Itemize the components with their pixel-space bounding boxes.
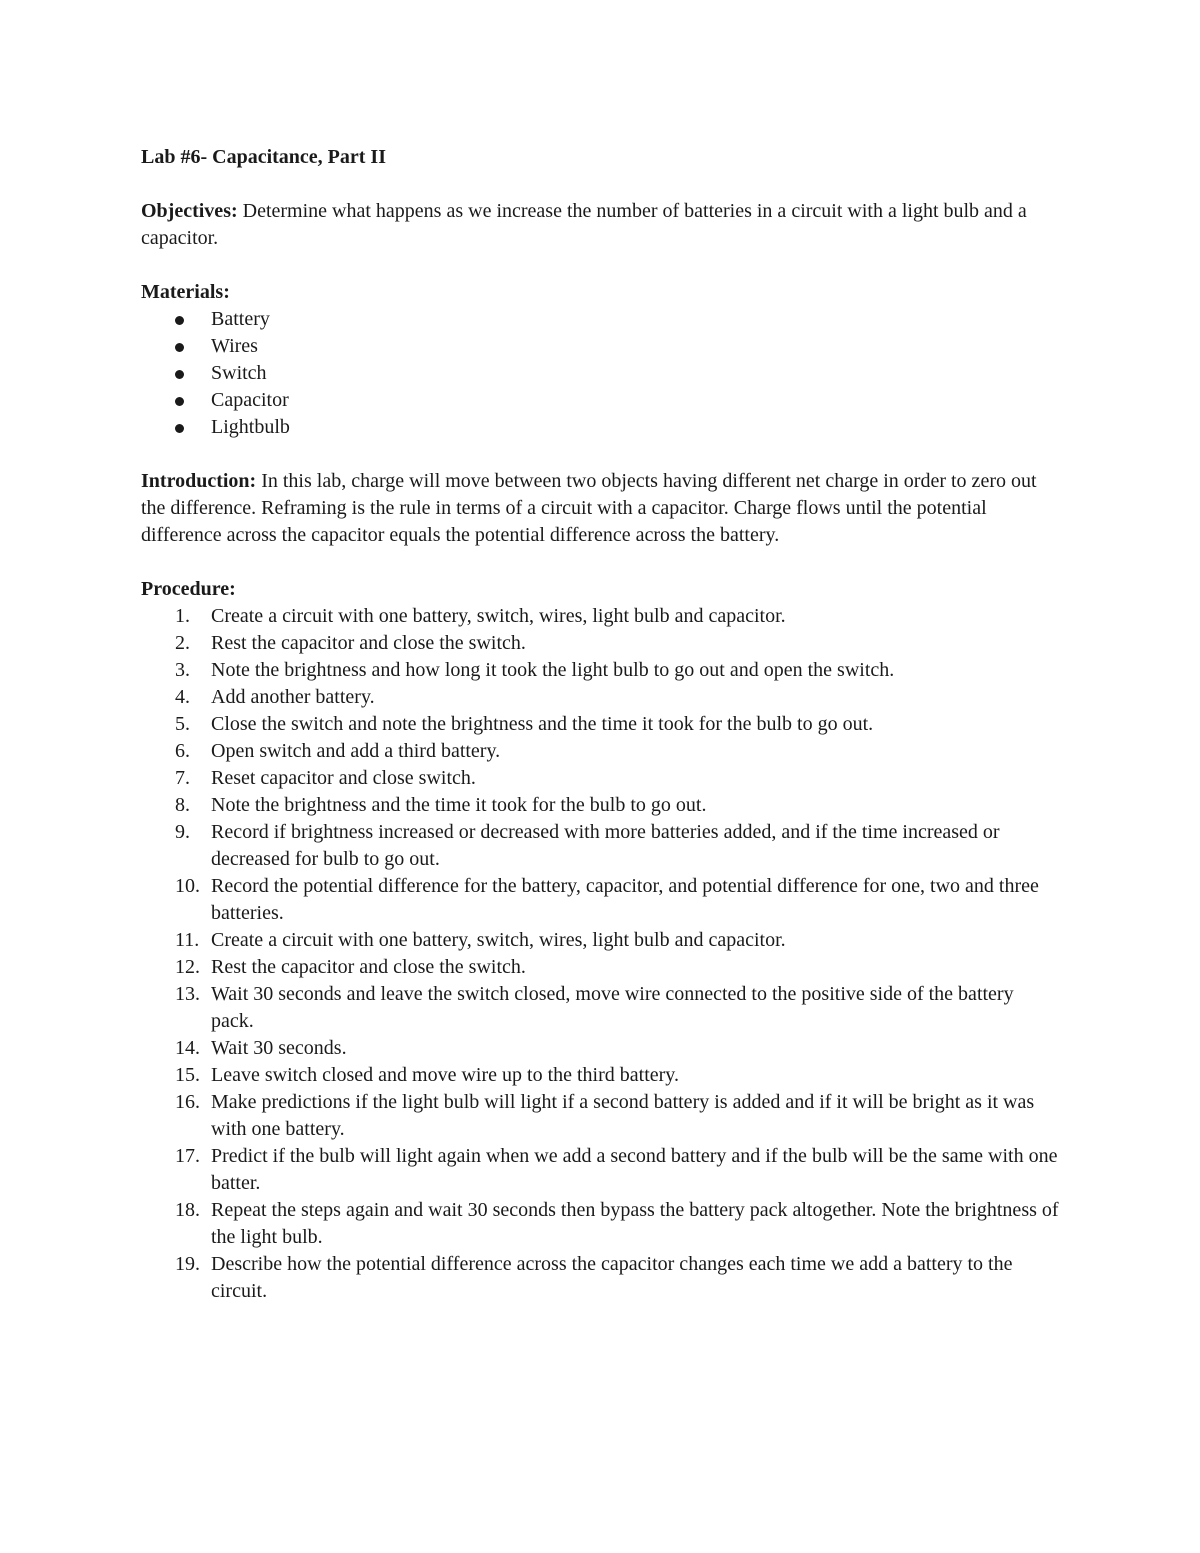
objectives-section bbox=[141, 198, 1061, 252]
step-text: Wait 30 seconds. bbox=[211, 1037, 347, 1059]
step-text: Create a circuit with one battery, switch, wires, light bulb and capacitor. bbox=[211, 929, 786, 951]
step-number: 10. bbox=[175, 875, 200, 897]
bullet-icon bbox=[175, 316, 184, 325]
procedure-step bbox=[141, 1251, 1061, 1305]
procedure-list bbox=[141, 603, 1061, 1305]
procedure-step bbox=[141, 603, 1061, 630]
step-number: 19. bbox=[175, 1253, 200, 1275]
material-item: Wires bbox=[211, 335, 258, 357]
document-page bbox=[141, 144, 1061, 1305]
step-text: Make predictions if the light bulb will light if a second battery is added and if it will be bright as it was with one battery. bbox=[211, 1091, 1035, 1140]
step-text: Open switch and add a third battery. bbox=[211, 740, 501, 762]
procedure-step bbox=[141, 819, 1061, 873]
step-number: 15. bbox=[175, 1064, 200, 1086]
list-item bbox=[141, 333, 1061, 360]
step-number: 5. bbox=[175, 713, 190, 735]
procedure-step bbox=[141, 954, 1061, 981]
step-number: 11. bbox=[175, 929, 200, 951]
material-item: Switch bbox=[211, 362, 267, 384]
step-number: 8. bbox=[175, 794, 190, 816]
list-item bbox=[141, 306, 1061, 333]
procedure-label: Procedure: bbox=[141, 578, 236, 600]
step-number: 16. bbox=[175, 1091, 200, 1113]
step-text: Rest the capacitor and close the switch. bbox=[211, 956, 526, 978]
step-number: 2. bbox=[175, 632, 190, 654]
step-number: 12. bbox=[175, 956, 200, 978]
step-number: 3. bbox=[175, 659, 190, 681]
step-text: Note the brightness and the time it took for the bulb to go out. bbox=[211, 794, 707, 816]
step-text: Record the potential difference for the battery, capacitor, and potential difference for one, two and three batteries. bbox=[211, 875, 1039, 924]
bullet-icon bbox=[175, 397, 184, 406]
step-text: Record if brightness increased or decreased with more batteries added, and if the time increased or decreased for bulb to go out. bbox=[211, 821, 1000, 870]
procedure-step bbox=[141, 792, 1061, 819]
step-number: 14. bbox=[175, 1037, 200, 1059]
list-item bbox=[141, 414, 1061, 441]
materials-list bbox=[141, 306, 1061, 441]
list-item bbox=[141, 360, 1061, 387]
list-item bbox=[141, 387, 1061, 414]
step-text: Rest the capacitor and close the switch. bbox=[211, 632, 526, 654]
procedure-step bbox=[141, 657, 1061, 684]
step-text: Add another battery. bbox=[211, 686, 375, 708]
objectives-text: Determine what happens as we increase the number of batteries in a circuit with a light bulb and a capacitor. bbox=[141, 200, 1027, 249]
procedure-step bbox=[141, 1143, 1061, 1197]
material-item: Capacitor bbox=[211, 389, 289, 411]
procedure-step bbox=[141, 738, 1061, 765]
step-number: 1. bbox=[175, 605, 190, 627]
step-text: Predict if the bulb will light again when we add a second battery and if the bulb will be the same with one batter. bbox=[211, 1145, 1058, 1194]
step-text: Leave switch closed and move wire up to the third battery. bbox=[211, 1064, 679, 1086]
step-text: Wait 30 seconds and leave the switch closed, move wire connected to the positive side of the battery pack. bbox=[211, 983, 1014, 1032]
introduction-text: In this lab, charge will move between two objects having different net charge in order to zero out the difference. Reframing is the rule in terms of a circuit with a capacitor. Charge flows until the potential difference across the capacitor equals the potential difference across the battery. bbox=[141, 470, 1037, 546]
step-text: Repeat the steps again and wait 30 seconds then bypass the battery pack altogether. Note the brightness of the light bulb. bbox=[211, 1199, 1059, 1248]
step-number: 9. bbox=[175, 821, 190, 843]
material-item: Battery bbox=[211, 308, 270, 330]
objectives-label: Objectives: bbox=[141, 200, 238, 222]
bullet-icon bbox=[175, 424, 184, 433]
procedure-step bbox=[141, 711, 1061, 738]
step-text: Create a circuit with one battery, switch, wires, light bulb and capacitor. bbox=[211, 605, 786, 627]
step-number: 7. bbox=[175, 767, 190, 789]
document-title: Lab #6- Capacitance, Part II bbox=[141, 146, 386, 168]
step-text: Describe how the potential difference across the capacitor changes each time we add a battery to the circuit. bbox=[211, 1253, 1013, 1302]
procedure-step bbox=[141, 1035, 1061, 1062]
materials-label: Materials: bbox=[141, 281, 230, 303]
bullet-icon bbox=[175, 343, 184, 352]
step-number: 17. bbox=[175, 1145, 200, 1167]
bullet-icon bbox=[175, 370, 184, 379]
step-number: 4. bbox=[175, 686, 190, 708]
procedure-step bbox=[141, 765, 1061, 792]
step-text: Note the brightness and how long it took the light bulb to go out and open the switch. bbox=[211, 659, 895, 681]
step-number: 6. bbox=[175, 740, 190, 762]
step-number: 18. bbox=[175, 1199, 200, 1221]
step-text: Close the switch and note the brightness and the time it took for the bulb to go out. bbox=[211, 713, 874, 735]
procedure-step bbox=[141, 1062, 1061, 1089]
step-text: Reset capacitor and close switch. bbox=[211, 767, 476, 789]
step-number: 13. bbox=[175, 983, 200, 1005]
material-item: Lightbulb bbox=[211, 416, 290, 438]
procedure-step bbox=[141, 1197, 1061, 1251]
procedure-step bbox=[141, 981, 1061, 1035]
introduction-section bbox=[141, 468, 1061, 549]
procedure-step bbox=[141, 630, 1061, 657]
introduction-label: Introduction: bbox=[141, 470, 257, 492]
procedure-step bbox=[141, 1089, 1061, 1143]
procedure-step bbox=[141, 684, 1061, 711]
procedure-step bbox=[141, 927, 1061, 954]
procedure-step bbox=[141, 873, 1061, 927]
